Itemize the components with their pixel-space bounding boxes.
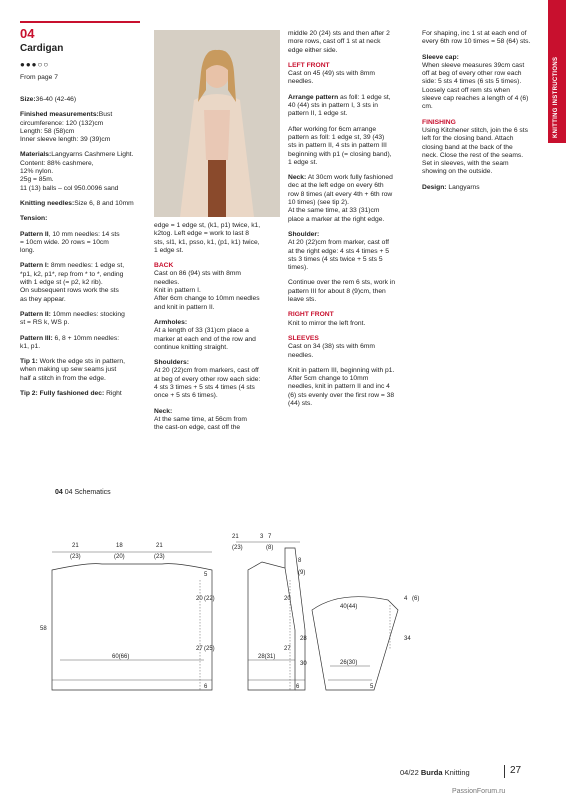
col1-para-5: Pattern II, 10 mm needles: 14 sts = 10cm wide. 20 rows = 10cm long.	[20, 230, 120, 255]
front-arm: 20	[284, 596, 291, 602]
schematics-diagram	[0, 500, 566, 710]
col1-para-0: Size:36-40 (42-46)	[20, 96, 77, 103]
col3-para-3: After working for 6cm arrange pattern as foll: 1 edge st, 39 (43) sts in pattern II, 4 sts in pattern III beginning with p1 (= closing band), 1 edge st.	[288, 125, 392, 166]
col2-para-3: Shoulders: At 20 (22)cm from markers, cast off at beg of every other row each side: 4 sts 3 times + 5 sts 4 times (4 sts once + 5 sts 6 times).	[154, 359, 261, 400]
col3-para-0: middle 20 (24) sts and then after 2 more rows, cast off 1 st at neck edge either side.	[288, 30, 390, 54]
back-bodyb: (25)	[204, 646, 215, 652]
col1-para-6: Pattern I: 8mm needles: 1 edge st, *p1, k2, p1*, rep from * to *, ending with 1 edge st (= p2, k2 rib). On subsequent rows work the sts as they appear.	[20, 262, 125, 303]
col3-para-1: LEFT FRONT Cast on 45 (49) sts with 8mm needles.	[288, 61, 375, 86]
pattern-title: Cardigan	[20, 43, 64, 54]
watermark: PassionForum.ru	[452, 788, 506, 795]
col1-para-4: Tension:	[20, 215, 48, 223]
back-arm: 20	[196, 596, 203, 602]
sleeve-capb: (6)	[412, 596, 420, 602]
back-width: 60(66)	[112, 654, 130, 660]
sleeve-bottom: 26(30)	[340, 660, 358, 666]
col3-para-4: Neck: At 30cm work fully fashioned dec at the left edge on every 6th row 8 times (alt every 4th + 6th row 10 times) (see tip 2). At the same time, at 33 (31)cm place a marker at the right edge.	[288, 174, 393, 223]
back-top2: 18	[116, 543, 123, 549]
header-rule	[20, 21, 140, 23]
front-rib: 6	[296, 684, 300, 690]
col1-para-3: Knitting needles:Size 6, 8 and 10mm	[20, 199, 134, 207]
front-top2: 3	[260, 534, 264, 540]
col1-para-9: Tip 1: Work the edge sts in pattern, when making up sew seams just half a stitch in from the edge.	[20, 358, 125, 382]
col3-para-5: Shoulder: At 20 (22)cm from marker, cast off at the right edge: 4 sts 4 times + 5 sts 3 times (4 sts twice + 5 sts 5 times).	[288, 230, 389, 272]
from-page: From page 7	[20, 74, 58, 81]
col4-para-3: Design: Langyarns	[422, 183, 480, 191]
back-top1: 21	[72, 543, 79, 549]
back-shoulder: 5	[204, 572, 208, 578]
col3-para-9: Knit in pattern III, beginning with p1. After 5cm change to 10mm needles, knit in pattern II and inc 4 (6) sts evenly over the first row = 38 (44) sts.	[288, 366, 395, 407]
sleeve-len: 28	[300, 636, 307, 642]
front-top1: 21	[232, 534, 239, 540]
back-top1b: (23)	[70, 554, 81, 560]
col2-para-0: edge = 1 edge st, (k1, p1) twice, k1, k2tog. Left edge = work to last 8 sts, sl1, k1, psso, k1, (p1, k1) twice, 1 edge st.	[154, 222, 261, 254]
front-band: 8	[298, 558, 302, 564]
model-illustration	[154, 30, 280, 217]
back-top3b: (23)	[154, 554, 165, 560]
col1-para-10: Tip 2: Fully fashioned dec: Right	[20, 390, 122, 398]
pattern-number: 04	[20, 26, 35, 41]
column-4	[422, 30, 546, 199]
col4-para-2: FINISHING Using Kitchener stitch, join the 6 sts left for the closing band. Attach closing band at the back of the neck. Close the rest of the seams. Set in sleeves, with the seam showing on the outside.	[422, 118, 528, 176]
back-height: 58	[40, 626, 47, 632]
section-tab: KNITTING INSTRUCTIONS	[548, 0, 566, 143]
sleeve-top: 40(44)	[340, 604, 358, 610]
col1-para-2: Materials:Langyarns Cashmere Light. Content: 88% cashmere, 12% nylon. 25g = 85m. 11 (13) balls – col 950.0096 sand	[20, 151, 134, 192]
column-3	[288, 30, 413, 415]
column-1	[20, 96, 145, 405]
col3-para-2: Arrange pattern as foll: 1 edge st, 40 (44) sts in pattern I, 3 sts in pattern II, 1 edge st.	[288, 93, 391, 118]
sleeve-cap: 4	[404, 596, 408, 602]
page-number: 27	[510, 765, 522, 776]
col2-para-2: Armholes: At a length of 33 (31)cm place a marker at each end of the row and continue knitting straight.	[154, 318, 256, 351]
col3-para-7: RIGHT FRONT Knit to mirror the left front.	[288, 311, 366, 327]
front-top3b: (8)	[266, 545, 274, 551]
col1-para-1: Finished measurements:Bust circumference: 120 (132)cm Length: 58 (58)cm Inner sleeve length: 39 (39)cm	[20, 111, 113, 144]
front-body: 27	[284, 646, 291, 652]
col3-para-6: Continue over the rem 6 sts, work in pattern III for about 8 (9)cm, then leave sts.	[288, 279, 396, 304]
col1-para-7: Pattern II: 10mm needles: stocking st = RS k, WS p.	[20, 310, 125, 327]
schematics-title: 04 04 Schematics	[55, 489, 111, 496]
col4-para-1: Sleeve cap: When sleeve measures 39cm cast off at beg of every other row each side: 5 sts 4 times (6 sts 5 times). Loosely cast off rem sts when sleeve cap reaches a length of 4 (6) cm.	[422, 53, 529, 111]
col4-para-0: For shaping, inc 1 st at each end of every 6th row 10 times = 58 (64) sts.	[422, 30, 531, 46]
back-body: 27	[196, 646, 203, 652]
front-top3: 7	[268, 534, 272, 540]
sleeve-rib: 5	[370, 684, 374, 690]
model-photo	[154, 30, 280, 217]
sleeve-low: 30	[300, 661, 307, 667]
back-rib: 6	[204, 684, 208, 690]
back-top3: 21	[156, 543, 163, 549]
col2-para-1: BACK Cast on 86 (94) sts with 8mm needles. Knit in pattern I. After 6cm change to 10mm needles and knit in pattern II.	[154, 262, 260, 311]
sleeve-full: 34	[404, 636, 411, 642]
front-top1b: (23)	[232, 545, 243, 551]
col3-para-8: SLEEVES Cast on 34 (38) sts with 6mm needles.	[288, 334, 375, 359]
back-top2b: (20)	[114, 554, 125, 560]
back-armb: (22)	[204, 596, 215, 602]
front-bandb: (9)	[298, 570, 306, 576]
col1-para-8: Pattern III: 6, 8 + 10mm needles: k1, p1.	[20, 334, 120, 350]
page-footer: 04/22 Burda Knitting 27	[400, 765, 522, 777]
column-2	[154, 222, 280, 440]
difficulty-rating: ●●●○○	[20, 60, 50, 69]
front-width: 28(31)	[258, 654, 276, 660]
col2-para-4: Neck: At the same time, at 56cm from the cast-on edge, cast off the	[154, 407, 247, 432]
